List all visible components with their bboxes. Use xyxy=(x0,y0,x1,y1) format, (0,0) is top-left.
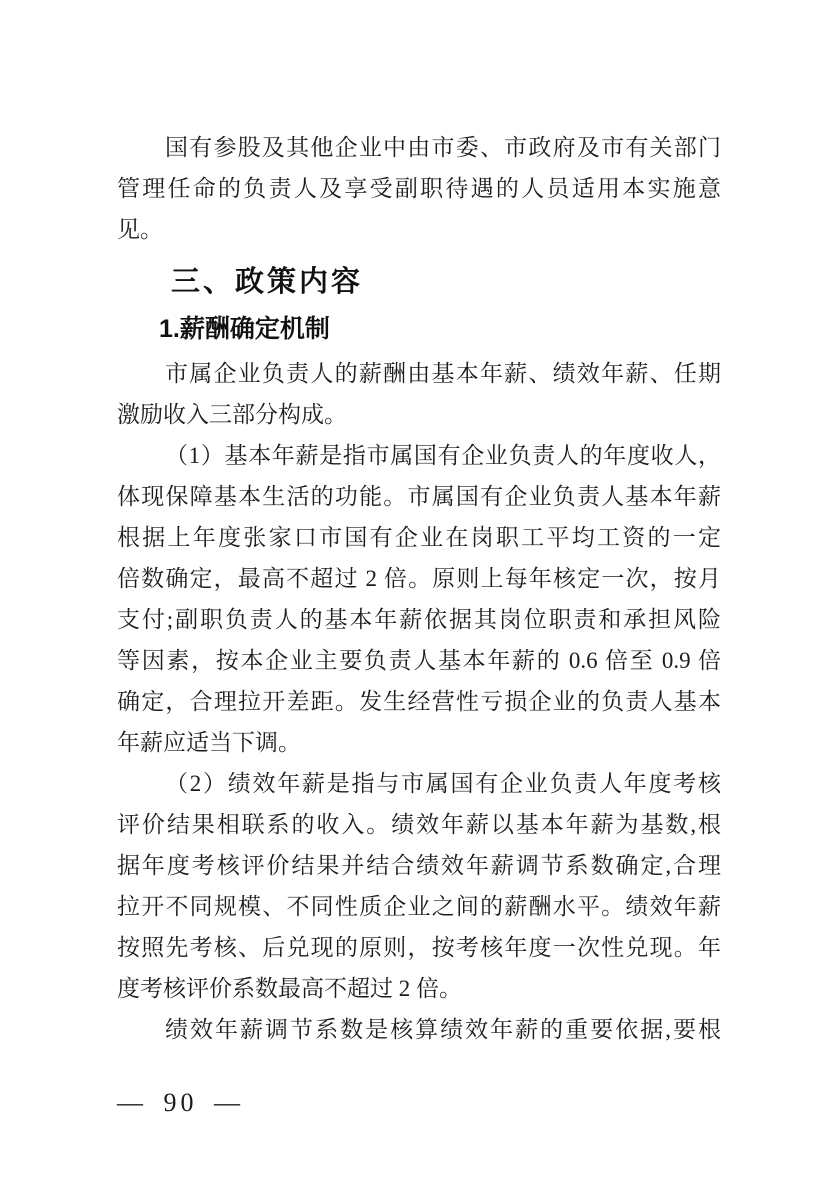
text-line: 评价结果相联系的收入。绩效年薪以基本年薪为基数,根 xyxy=(117,812,721,837)
text-line: 按照先考核、后兑现的原则，按考核年度一次性兑现。年 xyxy=(117,935,721,960)
text-line: （1）基本年薪是指市属国有企业负责人的年度收人， xyxy=(165,443,721,468)
text-line: 等因素，按本企业主要负责人基本年薪的 0.6 倍至 0.9 倍 xyxy=(117,648,721,673)
text-line: 据年度考核评价结果并结合绩效年薪调节系数确定,合理 xyxy=(117,853,721,878)
page-number-footer: — 90 — xyxy=(117,1088,244,1117)
text-line: 支付;副职负责人的基本年薪依据其岗位职责和承担风险 xyxy=(117,607,721,632)
text-line: 确定，合理拉开差距。发生经营性亏损企业的负责人基本 xyxy=(117,689,721,714)
section-heading: 三、政策内容 xyxy=(171,266,364,298)
text-line: 度考核评价系数最高不超过 2 倍。 xyxy=(117,976,462,1001)
text-line: 年薪应适当下调。 xyxy=(117,730,301,755)
text-line: 见。 xyxy=(117,217,163,242)
text-line: 绩效年薪调节系数是核算绩效年薪的重要依据,要根 xyxy=(165,1017,721,1042)
text-line: 体现保障基本生活的功能。市属国有企业负责人基本年薪 xyxy=(117,484,721,509)
text-line: 根据上年度张家口市国有企业在岗职工平均工资的一定 xyxy=(117,525,721,550)
text-line: 倍数确定，最高不超过 2 倍。原则上每年核定一次，按月 xyxy=(117,566,721,591)
text-line: 管理任命的负责人及享受副职待遇的人员适用本实施意 xyxy=(117,176,721,201)
text-line: 拉开不同规模、不同性质企业之间的薪酬水平。绩效年薪 xyxy=(117,894,721,919)
text-area xyxy=(117,127,721,1050)
text-line: 市属企业负责人的薪酬由基本年薪、绩效年薪、任期 xyxy=(165,361,721,386)
text-line: 激励收入三部分构成。 xyxy=(117,402,347,427)
text-line: （2）绩效年薪是指与市属国有企业负责人年度考核 xyxy=(165,771,721,796)
text-line: 国有参股及其他企业中由市委、市政府及市有关部门 xyxy=(165,135,721,160)
subsection-heading: 1.薪酬确定机制 xyxy=(159,315,330,343)
